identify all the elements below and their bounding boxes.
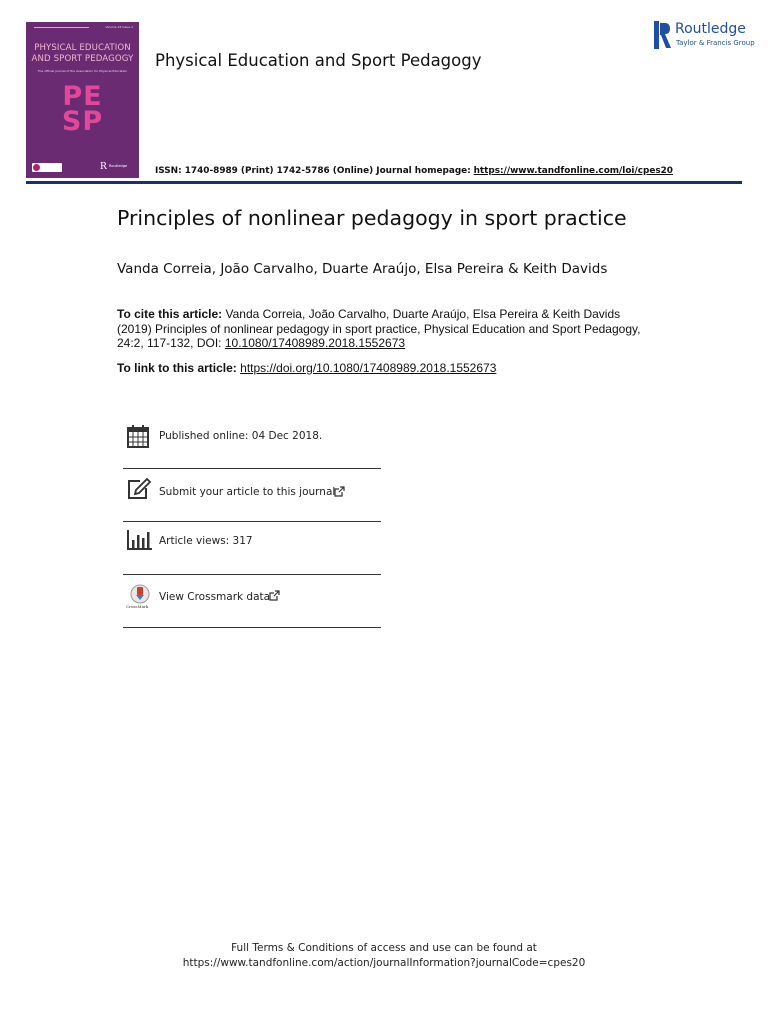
footer-terms-url[interactable]: https://www.tandfonline.com/action/journalInformation?journalCode=cpes20 [182, 957, 586, 969]
calendar-icon [127, 424, 149, 448]
cite-text: Vanda Correia, João Carvalho, Duarte Araújo, Elsa Pereira & Keith Davids (2019) Principles of nonlinear pedagogy in sport practice, Physical Education and Sport Pedagogy, 24:2, 117-132, DOI: [117, 307, 641, 350]
header-divider [26, 181, 742, 184]
info-divider [123, 468, 381, 469]
cover-topbar [26, 22, 139, 36]
crossmark-logo-text: CrossMark [126, 604, 149, 609]
published-row [123, 423, 381, 451]
cite-label: To cite this article: [117, 307, 223, 321]
routledge-logo-subtitle: Taylor & Francis Group [676, 39, 755, 47]
cover-footer [26, 158, 139, 178]
cover-subtitle: The official journal of the Association for Physical Education [37, 69, 128, 73]
journal-title: Physical Education and Sport Pedagogy [155, 51, 482, 70]
published-date: Published online: 04 Dec 2018. [159, 430, 323, 442]
cover-letters-sp: SP [61, 106, 104, 137]
routledge-logo-icon [654, 21, 671, 49]
external-link-icon [334, 486, 345, 497]
cover-publisher: Routledge [109, 164, 128, 168]
article-authors: Vanda Correia, João Carvalho, Duarte Araújo, Elsa Pereira & Keith Davids [117, 261, 608, 277]
crossmark-link[interactable]: View Crossmark data [159, 591, 271, 603]
journal-homepage-link[interactable]: https://www.tandfonline.com/loi/cpes20 [473, 166, 673, 176]
article-link[interactable]: https://doi.org/10.1080/17408989.2018.1552673 [240, 361, 497, 375]
citation-block [117, 307, 657, 351]
views-row [123, 530, 381, 554]
article-views: Article views: 317 [159, 535, 253, 547]
crossmark-row[interactable] [123, 584, 381, 612]
cover-association-badge-icon [32, 163, 62, 172]
edit-icon [127, 478, 151, 500]
article-title: Principles of nonlinear pedagogy in sport practice [117, 206, 627, 230]
info-divider [123, 574, 381, 575]
submit-link[interactable]: Submit your article to this journal [159, 486, 336, 498]
footer-terms: Full Terms & Conditions of access and use can be found at [231, 942, 537, 954]
cover-routledge-icon: R [100, 162, 107, 172]
submit-row[interactable] [123, 478, 381, 506]
info-divider [123, 627, 381, 628]
cover-title: PHYSICAL EDUCATION AND SPORT PEDAGOGY [31, 43, 134, 64]
cover-letters-pe: PE [62, 81, 103, 112]
routledge-logo-name: Routledge [675, 21, 746, 37]
bar-chart-icon [127, 530, 153, 550]
article-link-line [117, 361, 496, 375]
issn-text: ISSN: 1740-8989 (Print) 1742-5786 (Online) Journal homepage: [155, 166, 471, 176]
doi-link[interactable]: 10.1080/17408989.2018.1552673 [224, 336, 406, 350]
journal-cover [26, 22, 139, 178]
external-link-icon [269, 590, 280, 601]
cover-volume: Volume 24 Issue 2 [105, 25, 133, 29]
info-divider [123, 521, 381, 522]
issn-line [155, 166, 673, 176]
link-label: To link to this article: [117, 361, 237, 375]
